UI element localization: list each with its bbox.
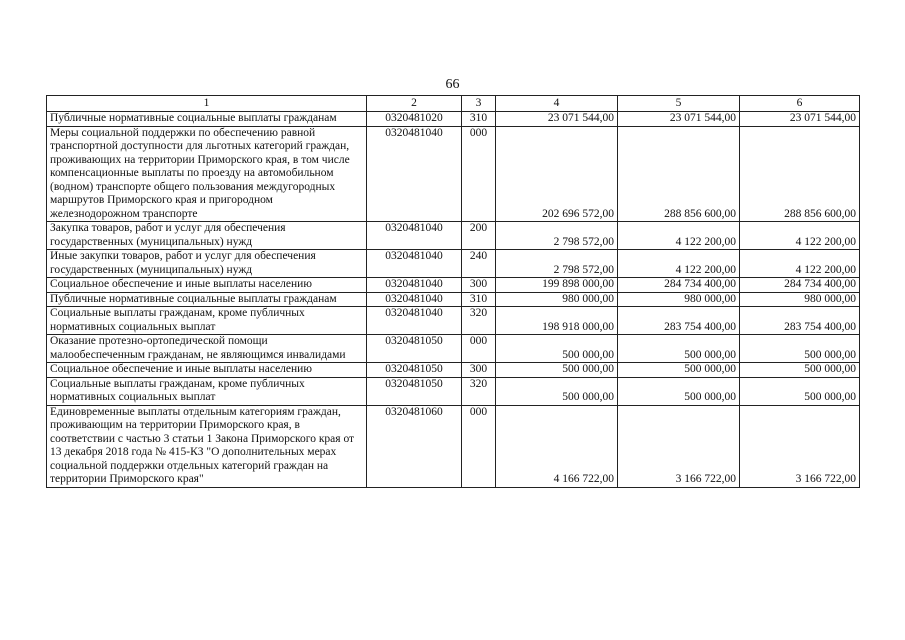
target-code: 0320481050 [367,335,462,363]
amount-col4: 23 071 544,00 [496,112,618,127]
amount-col5: 23 071 544,00 [618,112,740,127]
target-code: 0320481050 [367,363,462,378]
amount-col6: 284 734 400,00 [740,278,860,293]
amount-col4: 199 898 000,00 [496,278,618,293]
amount-col5: 284 734 400,00 [618,278,740,293]
item-name: Оказание протезно-ортопедической помощи малообеспеченным гражданам, не являющимся инвалидами [47,335,367,363]
expense-kind: 000 [462,335,496,363]
table-row [47,222,860,250]
target-code: 0320481060 [367,405,462,487]
amount-col5: 4 122 200,00 [618,222,740,250]
amount-col6: 23 071 544,00 [740,112,860,127]
amount-col5: 288 856 600,00 [618,126,740,222]
item-name: Иные закупки товаров, работ и услуг для обеспечения государственных (муниципальных) нужд [47,250,367,278]
expense-kind: 000 [462,405,496,487]
table-row [47,405,860,487]
amount-col6: 4 122 200,00 [740,222,860,250]
target-code: 0320481040 [367,250,462,278]
item-name: Социальное обеспечение и иные выплаты населению [47,278,367,293]
table-row [47,250,860,278]
expense-kind: 000 [462,126,496,222]
expense-kind: 200 [462,222,496,250]
page-number: 66 [445,77,460,92]
item-name: Социальные выплаты гражданам, кроме публичных нормативных социальных выплат [47,377,367,405]
amount-col4: 4 166 722,00 [496,405,618,487]
expense-kind: 300 [462,278,496,293]
table-row [47,335,860,363]
amount-col4: 2 798 572,00 [496,222,618,250]
amount-col6: 980 000,00 [740,292,860,307]
amount-col5: 500 000,00 [618,377,740,405]
amount-col4: 202 696 572,00 [496,126,618,222]
amount-col6: 3 166 722,00 [740,405,860,487]
amount-col5: 4 122 200,00 [618,250,740,278]
expense-kind: 310 [462,292,496,307]
expense-kind: 300 [462,363,496,378]
amount-col4: 2 798 572,00 [496,250,618,278]
amount-col4: 980 000,00 [496,292,618,307]
amount-col4: 500 000,00 [496,377,618,405]
amount-col6: 288 856 600,00 [740,126,860,222]
table-row [47,126,860,222]
item-name: Публичные нормативные социальные выплаты гражданам [47,292,367,307]
target-code: 0320481040 [367,278,462,293]
target-code: 0320481040 [367,126,462,222]
expense-kind: 310 [462,112,496,127]
target-code: 0320481040 [367,222,462,250]
amount-col6: 500 000,00 [740,335,860,363]
budget-table [46,95,860,488]
amount-col5: 500 000,00 [618,363,740,378]
target-code: 0320481020 [367,112,462,127]
amount-col5: 500 000,00 [618,335,740,363]
target-code: 0320481050 [367,377,462,405]
header-cell: 3 [462,96,496,112]
item-name: Социальное обеспечение и иные выплаты населению [47,363,367,378]
amount-col6: 283 754 400,00 [740,307,860,335]
expense-kind: 320 [462,377,496,405]
amount-col4: 500 000,00 [496,363,618,378]
header-cell: 1 [47,96,367,112]
expense-kind: 240 [462,250,496,278]
table-row [47,112,860,127]
item-name: Закупка товаров, работ и услуг для обеспечения государственных (муниципальных) нужд [47,222,367,250]
header-cell: 2 [367,96,462,112]
table-row [47,363,860,378]
amount-col6: 500 000,00 [740,363,860,378]
item-name: Публичные нормативные социальные выплаты гражданам [47,112,367,127]
header-cell: 6 [740,96,860,112]
amount-col5: 980 000,00 [618,292,740,307]
item-name: Меры социальной поддержки по обеспечению равной транспортной доступности для льготных категорий граждан, проживающих на территории Приморского края, в том числе компенсационные выплаты по проезду на автомобильном (водном) транспорте общего пользования междугородных маршрутов Приморского края и пригородном железнодорожном транспорте [47,126,367,222]
amount-col5: 283 754 400,00 [618,307,740,335]
table-row [47,377,860,405]
item-name: Социальные выплаты гражданам, кроме публичных нормативных социальных выплат [47,307,367,335]
table-row [47,292,860,307]
target-code: 0320481040 [367,307,462,335]
expense-kind: 320 [462,307,496,335]
amount-col4: 198 918 000,00 [496,307,618,335]
amount-col6: 500 000,00 [740,377,860,405]
amount-col6: 4 122 200,00 [740,250,860,278]
header-cell: 4 [496,96,618,112]
item-name: Единовременные выплаты отдельным категориям граждан, проживающим на территории Приморского края, в соответствии с частью 3 статьи 1 Закона Приморского края от 13 декабря 2018 года № 415-КЗ "О дополнительных мерах социальной поддержки отдельных категорий граждан на территории Приморского края" [47,405,367,487]
target-code: 0320481040 [367,292,462,307]
header-row [47,96,860,112]
table-row [47,278,860,293]
table-row [47,307,860,335]
amount-col5: 3 166 722,00 [618,405,740,487]
amount-col4: 500 000,00 [496,335,618,363]
header-cell: 5 [618,96,740,112]
